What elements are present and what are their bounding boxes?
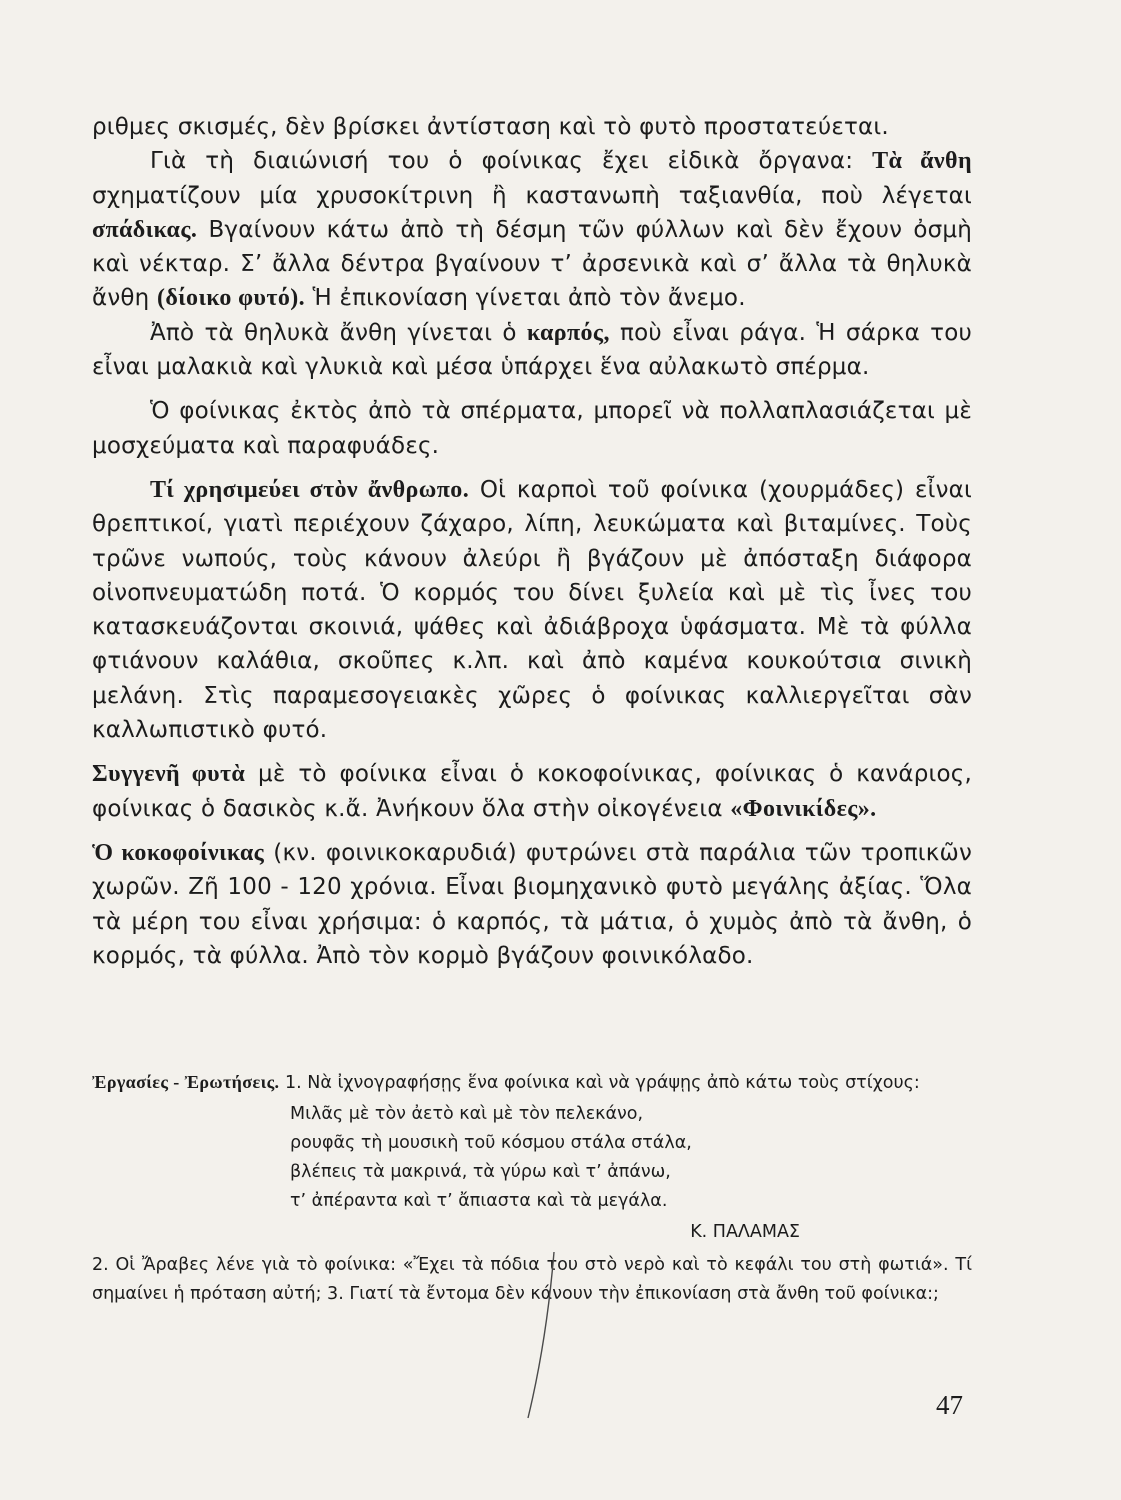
bold-term: «Φοινικίδες». bbox=[730, 795, 877, 822]
section-heading: Ὁ κοκοφοίνικας bbox=[92, 839, 265, 866]
bold-term: (δίοικο φυτό). bbox=[156, 285, 306, 312]
poem-line: ρουφᾶς τὴ μουσικὴ τοῦ κόσμου στάλα στάλα, bbox=[290, 1133, 692, 1153]
paragraph-related-plants bbox=[92, 757, 972, 826]
bold-term: Τὰ ἄνθη bbox=[872, 148, 972, 175]
text-run: ποὺ εἶναι ράγα. Ἡ σάρκα του εἶναι μαλακιὰ καὶ γλυκιὰ καὶ μέσα ὑπάρχει ἕνα αὐλακωτὸ σπέρμα. bbox=[92, 319, 972, 381]
text-run: μὲ τὸ φοίνικα εἶναι ὁ κοκοφοίνικας, φοίνικας ὁ κανάριος, φοίνικας ὁ δασικὸς κ.ἄ. Ἀνήκουν ὅλα στὴν οἰκογένεια bbox=[92, 761, 972, 822]
exercise-q1 bbox=[92, 1068, 972, 1098]
paragraph-uses bbox=[92, 473, 972, 747]
text-run: Ἡ ἐπικονίαση γίνεται ἀπὸ τὸν ἄνεμο. bbox=[305, 285, 746, 312]
poem bbox=[290, 1100, 972, 1216]
paragraph-coconut bbox=[92, 836, 972, 973]
poem-author: Κ. ΠΑΛΑΜΑΣ bbox=[690, 1222, 800, 1242]
text-run: Γιὰ τὴ διαιώνισή του ὁ φοίνικας ἔχει εἰδικὰ ὄργανα: bbox=[150, 148, 873, 175]
text-run: Οἱ καρποὶ τοῦ φοίνικα (χουρμάδες) εἶναι θρεπτικοί, γιατὶ περιέχουν ζάχαρο, λίπη, λευκώματα καὶ βιταμίνες. Τοὺς τρῶνε νωπούς, τοὺς κάνουν ἀλεύρι ἢ βγάζουν μὲ ἀπόσταξη διάφορα οἰνοπνευματώδη ποτά. Ὁ κορμός του δίνει ξυλεία καὶ μὲ τὶς ἶνες του κατασκευάζονται σκοινιά, ψάθες καὶ ἀδιάβροχα ὑφάσματα. Μὲ τὰ φύλλα φτιάνουν καλάθια, σκοῦπες κ.λπ. καὶ ἀπὸ καμένα κουκούτσια σινικὴ μελάνη. Στὶς παραμεσογειακὲς χῶρες ὁ φοίνικας καλλιεργεῖται σὰν καλλωπιστικὸ φυτό. bbox=[92, 476, 972, 744]
exercises-heading: Ἐργασίες - Ἐρωτήσεις. bbox=[92, 1072, 280, 1092]
section-heading: Συγγενῆ φυτὰ bbox=[92, 761, 246, 788]
main-text bbox=[92, 110, 972, 973]
paragraph-reproduction bbox=[92, 144, 972, 315]
bold-term: καρπός, bbox=[526, 319, 610, 346]
section-heading: Τί χρησιμεύει στὸν ἄνθρωπο. bbox=[150, 476, 470, 503]
pen-mark-decoration bbox=[520, 1250, 560, 1420]
text-run: Ἀπὸ τὰ θηλυκὰ ἄνθη γίνεται ὁ bbox=[150, 319, 527, 346]
text-run: Βγαίνουν κάτω ἀπὸ τὴ δέσμη τῶν φύλλων καὶ δὲν ἔχουν ὀσμὴ καὶ νέκταρ. Σ’ ἄλλα δέντρα βγαίνουν τ’ ἀρσενικὰ καὶ σ’ ἄλλα τὰ θηλυκὰ ἄνθη bbox=[92, 216, 972, 312]
bold-term: σπάδικας. bbox=[92, 216, 198, 243]
poem-line: Μιλᾶς μὲ τὸν ἀετὸ καὶ μὲ τὸν πελεκάνο, bbox=[290, 1104, 644, 1124]
text-run: 1. Νὰ ἰχνογραφήσῃς ἕνα φοίνικα καὶ νὰ γράψῃς ἀπὸ κάτω τοὺς στίχους: bbox=[279, 1073, 920, 1093]
exercise-q2-q3: 2. Οἱ Ἄραβες λένε γιὰ τὸ φοίνικα: «Ἔχει τὰ πόδια του στὸ νερὸ καὶ τὸ κεφάλι του στὴ φωτιά». Τί σημαίνει ἡ πρόταση αὐτή; 3. Γιατί τὰ ἔντομα δὲν κάνουν τὴν ἐπικονίαση στὰ ἄνθη τοῦ φοίνικα:; bbox=[92, 1255, 972, 1304]
page-number: 47 bbox=[936, 1390, 963, 1420]
text-run: (κν. φοινικοκαρυδιά) φυτρώνει στὰ παράλια τῶν τροπικῶν χωρῶν. Ζῆ 100 - 120 χρόνια. Εἶναι βιομηχανικὸ φυτὸ μεγάλης ἀξίας. Ὅλα τὰ μέρη του εἶναι χρήσιμα: ὁ καρπός, τὰ μάτια, ὁ χυμὸς ἀπὸ τὰ ἄνθη, ὁ κορμός, τὰ φύλλα. Ἀπὸ τὸν κορμὸ βγάζουν φοινικόλαδο. bbox=[92, 839, 972, 969]
continuation-line: ριθμες σκισμές, δὲν βρίσκει ἀντίσταση καὶ τὸ φυτὸ προστατεύεται. bbox=[92, 114, 889, 140]
text-run: σχηματίζουν μία χρυσοκίτρινη ἢ καστανωπὴ ταξιανθία, ποὺ λέγεται bbox=[92, 182, 972, 209]
paragraph-fruit bbox=[92, 316, 972, 385]
paragraph-propagation: Ὁ φοίνικας ἐκτὸς ἀπὸ τὰ σπέρματα, μπορεῖ νὰ πολλαπλασιάζεται μὲ μοσχεύματα καὶ παραφυάδες. bbox=[92, 398, 972, 459]
poem-line: βλέπεις τὰ μακρινά, τὰ γύρω καὶ τ’ ἀπάνω, bbox=[290, 1162, 671, 1182]
poem-line: τ’ ἀπέραντα καὶ τ’ ἄπιαστα καὶ τὰ μεγάλα. bbox=[290, 1191, 668, 1211]
